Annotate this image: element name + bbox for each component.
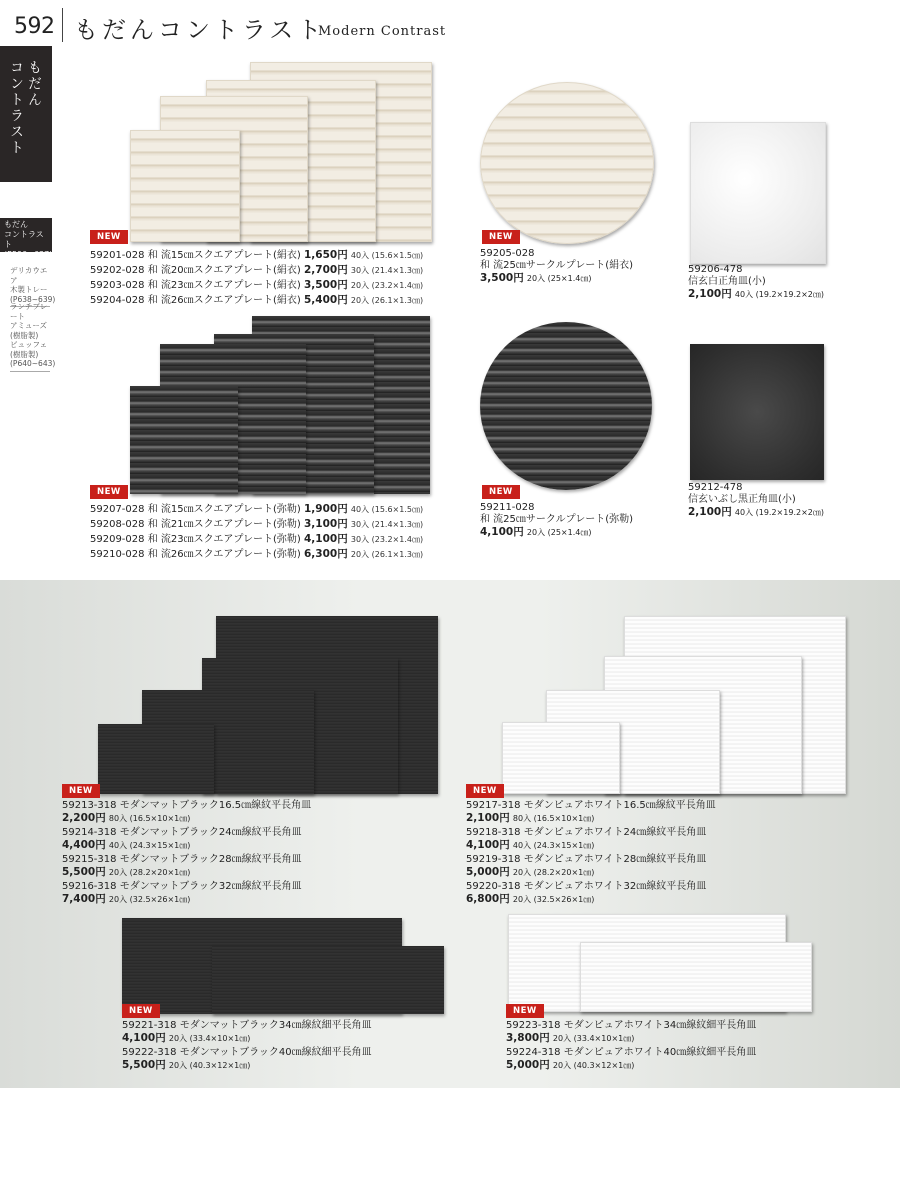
page-title: もだんコントラスト xyxy=(74,16,326,44)
product-price: 4,100円 xyxy=(466,839,510,851)
product-spec: 40入 (19.2×19.2×2㎝) xyxy=(734,290,824,299)
product-price: 5,000円 xyxy=(466,866,510,878)
product-code: 59223-318 xyxy=(506,1020,561,1031)
product-list-pure-white-rect xyxy=(466,800,716,908)
product-spec: 20入 (28.2×20×1㎝) xyxy=(512,868,595,877)
product-spec: 20入 (40.3×12×1㎝) xyxy=(168,1061,251,1070)
product-code: 59221-318 xyxy=(122,1020,177,1031)
product-code: 59205-028 xyxy=(480,248,535,259)
product-code: 59207-028 xyxy=(90,504,145,515)
product-spec: 20入 (23.2×1.4㎝) xyxy=(350,281,424,290)
plate-image-59211 xyxy=(480,322,652,490)
product-price: 4,100円 xyxy=(122,1032,166,1044)
product-code: 59214-318 xyxy=(62,827,117,838)
product-name: モダンピュアホワイト34㎝線紋細平長角皿 xyxy=(563,1020,757,1031)
product-spec: 40入 (24.3×15×1㎝) xyxy=(512,841,595,850)
page-number: 592 xyxy=(14,14,55,39)
product-name: モダンマットブラック24㎝線紋平長角皿 xyxy=(119,827,302,838)
product-price: 5,500円 xyxy=(62,866,106,878)
product-code: 59212-478 xyxy=(688,482,743,493)
section-tab[interactable] xyxy=(0,46,52,182)
product-code: 59220-318 xyxy=(466,881,521,892)
product-list-pure-white-long xyxy=(506,1020,756,1074)
product-price: 2,700円 xyxy=(304,264,348,276)
product-row xyxy=(90,293,423,308)
product-code: 59213-318 xyxy=(62,800,117,811)
product-name: 和 流26㎝スクエアプレート(弥勒) xyxy=(147,549,301,560)
new-badge: NEW xyxy=(122,1004,160,1018)
product-price: 5,400円 xyxy=(304,294,348,306)
new-badge: NEW xyxy=(482,485,520,499)
product-name: モダンマットブラック28㎝線紋平長角皿 xyxy=(119,854,302,865)
product-price: 1,900円 xyxy=(304,503,348,515)
product-row xyxy=(90,547,423,562)
product-price: 3,800円 xyxy=(506,1032,550,1044)
product-info-59206 xyxy=(688,264,824,301)
product-list-matte-black-rect xyxy=(62,800,311,908)
product-list-matte-black-long xyxy=(122,1020,372,1074)
product-code: 59209-028 xyxy=(90,534,145,545)
product-spec: 30入 (21.4×1.3㎝) xyxy=(350,520,424,529)
product-name: 和 流15㎝スクエアプレート(弥勒) xyxy=(147,504,301,515)
product-code: 59202-028 xyxy=(90,265,145,276)
product-spec: 20入 (26.1×1.3㎝) xyxy=(350,550,424,559)
product-name: 和 流21㎝スクエアプレート(弥勒) xyxy=(147,519,301,530)
plate-image-59207 xyxy=(130,386,238,494)
plate-image-59217 xyxy=(502,722,620,794)
product-list-black-squares xyxy=(90,502,423,562)
section-tab-label-2: コントラスト xyxy=(8,60,24,156)
product-price: 2,100円 xyxy=(688,506,732,518)
product-spec: 40入 (15.6×1.5㎝) xyxy=(350,251,424,260)
product-price: 5,000円 xyxy=(506,1059,550,1071)
product-code: 59217-318 xyxy=(466,800,521,811)
product-spec: 30入 (21.4×1.3㎝) xyxy=(350,266,424,275)
product-code: 59224-318 xyxy=(506,1047,561,1058)
product-title xyxy=(62,800,311,812)
product-name: 和 流25㎝サークルプレート(弥勒) xyxy=(480,514,634,525)
product-info-59212 xyxy=(688,482,824,519)
product-spec: 20入 (32.5×26×1㎝) xyxy=(108,895,191,904)
product-row xyxy=(90,263,423,278)
product-title xyxy=(62,827,311,839)
product-price: 3,500円 xyxy=(304,279,348,291)
product-spec: 20入 (33.4×10×1㎝) xyxy=(552,1034,635,1043)
plate-image-59205 xyxy=(480,82,654,244)
product-name: モダンピュアホワイト16.5㎝線紋平長角皿 xyxy=(523,800,716,811)
product-spec: 40入 (19.2×19.2×2㎝) xyxy=(734,508,824,517)
sidebar-item-label: ランチプレート アミューズ(樹脂製) ビュッフェ(樹脂製) xyxy=(10,302,48,359)
sidebar-item-pages: (P590~637) xyxy=(4,250,53,259)
product-name: モダンマットブラック40㎝線紋細平長角皿 xyxy=(179,1047,372,1058)
sidebar-item-pages: (P638~639) xyxy=(10,294,56,304)
product-name: 信玄白正角皿(小) xyxy=(688,276,766,287)
product-title xyxy=(466,827,716,839)
product-title xyxy=(122,1047,372,1059)
product-spec: 40入 (24.3×15×1㎝) xyxy=(108,841,191,850)
new-badge: NEW xyxy=(482,230,520,244)
product-code: 59219-318 xyxy=(466,854,521,865)
product-info-59211 xyxy=(480,502,633,539)
product-name: モダンピュアホワイト40㎝線紋細平長角皿 xyxy=(563,1047,757,1058)
product-price: 6,800円 xyxy=(466,893,510,905)
product-title xyxy=(122,1020,372,1032)
product-spec: 30入 (23.2×1.4㎝) xyxy=(350,535,424,544)
product-title xyxy=(506,1020,756,1032)
product-spec: 20入 (25×1.4㎝) xyxy=(526,528,592,537)
product-price: 2,100円 xyxy=(688,288,732,300)
product-name: モダンピュアホワイト28㎝線紋平長角皿 xyxy=(523,854,707,865)
product-name: 和 流20㎝スクエアプレート(絹衣) xyxy=(147,265,301,276)
new-badge: NEW xyxy=(466,784,504,798)
product-price: 3,100円 xyxy=(304,518,348,530)
product-code: 59215-318 xyxy=(62,854,117,865)
sidebar-item-lunch[interactable] xyxy=(10,302,56,372)
product-row xyxy=(90,517,423,532)
product-list-cream-squares xyxy=(90,248,423,308)
new-badge: NEW xyxy=(90,485,128,499)
product-title xyxy=(62,854,311,866)
product-spec: 20入 (32.5×26×1㎝) xyxy=(512,895,595,904)
product-name: モダンマットブラック32㎝線紋平長角皿 xyxy=(119,881,302,892)
sidebar-item-label: もだん コントラスト xyxy=(4,220,44,249)
product-spec: 20入 (25×1.4㎝) xyxy=(526,274,592,283)
new-badge: NEW xyxy=(90,230,128,244)
product-info-59205 xyxy=(480,248,633,285)
product-name: モダンマットブラック16.5㎝線紋平長角皿 xyxy=(119,800,312,811)
product-code: 59204-028 xyxy=(90,295,145,306)
product-spec: 20入 (33.4×10×1㎝) xyxy=(168,1034,251,1043)
sidebar-item-current[interactable] xyxy=(0,218,53,259)
product-price: 4,100円 xyxy=(480,526,524,538)
product-price: 2,200円 xyxy=(62,812,106,824)
product-price: 7,400円 xyxy=(62,893,106,905)
product-row xyxy=(90,248,423,263)
product-spec: 20入 (26.1×1.3㎝) xyxy=(350,296,424,305)
product-price: 6,300円 xyxy=(304,548,348,560)
title-divider xyxy=(62,8,63,42)
product-spec: 40入 (15.6×1.5㎝) xyxy=(350,505,424,514)
product-code: 59216-318 xyxy=(62,881,117,892)
plate-image-59206 xyxy=(690,122,826,264)
product-name: 和 流23㎝スクエアプレート(弥勒) xyxy=(147,534,301,545)
sidebar-item-label: デリカウエア 木製トレー xyxy=(10,266,48,294)
product-code: 59208-028 xyxy=(90,519,145,530)
product-row xyxy=(90,278,423,293)
product-price: 1,650円 xyxy=(304,249,348,261)
product-spec: 80入 (16.5×10×1㎝) xyxy=(108,814,191,823)
plate-image-59212 xyxy=(690,344,824,480)
section-tab-label-1: もだん xyxy=(26,60,42,108)
product-row xyxy=(90,532,423,547)
product-spec: 20入 (40.3×12×1㎝) xyxy=(552,1061,635,1070)
product-code: 59206-478 xyxy=(688,264,743,275)
product-code: 59201-028 xyxy=(90,250,145,261)
product-title xyxy=(466,800,716,812)
product-price: 5,500円 xyxy=(122,1059,166,1071)
product-name: 和 流25㎝サークルプレート(絹衣) xyxy=(480,260,634,271)
product-price: 4,100円 xyxy=(304,533,348,545)
product-code: 59218-318 xyxy=(466,827,521,838)
plate-image-59213 xyxy=(98,724,214,794)
product-name: モダンピュアホワイト24㎝線紋平長角皿 xyxy=(523,827,707,838)
product-code: 59222-318 xyxy=(122,1047,177,1058)
plate-image-59221 xyxy=(212,946,444,1014)
product-spec: 80入 (16.5×10×1㎝) xyxy=(512,814,595,823)
sidebar-item-delica[interactable] xyxy=(10,266,56,307)
product-title xyxy=(466,881,716,893)
product-price: 2,100円 xyxy=(466,812,510,824)
product-row xyxy=(90,502,423,517)
product-name: モダンマットブラック34㎝線紋細平長角皿 xyxy=(179,1020,372,1031)
new-badge: NEW xyxy=(62,784,100,798)
product-code: 59203-028 xyxy=(90,280,145,291)
product-title xyxy=(506,1047,756,1059)
product-price: 4,400円 xyxy=(62,839,106,851)
product-name: 和 流15㎝スクエアプレート(絹衣) xyxy=(147,250,301,261)
product-title xyxy=(62,881,311,893)
product-code: 59211-028 xyxy=(480,502,535,513)
new-badge: NEW xyxy=(506,1004,544,1018)
product-name: 和 流26㎝スクエアプレート(絹衣) xyxy=(147,295,301,306)
plate-image-59201 xyxy=(130,130,240,242)
plate-image-59223 xyxy=(580,942,812,1012)
sidebar-item-pages: (P640~643) xyxy=(10,359,56,368)
product-name: 和 流23㎝スクエアプレート(絹衣) xyxy=(147,280,301,291)
product-title xyxy=(466,854,716,866)
product-name: 信玄いぶし黒正角皿(小) xyxy=(688,494,796,505)
product-price: 3,500円 xyxy=(480,272,524,284)
product-spec: 20入 (28.2×20×1㎝) xyxy=(108,868,191,877)
page-subtitle: Modern Contrast xyxy=(318,24,447,39)
product-name: モダンピュアホワイト32㎝線紋平長角皿 xyxy=(523,881,707,892)
product-code: 59210-028 xyxy=(90,549,145,560)
